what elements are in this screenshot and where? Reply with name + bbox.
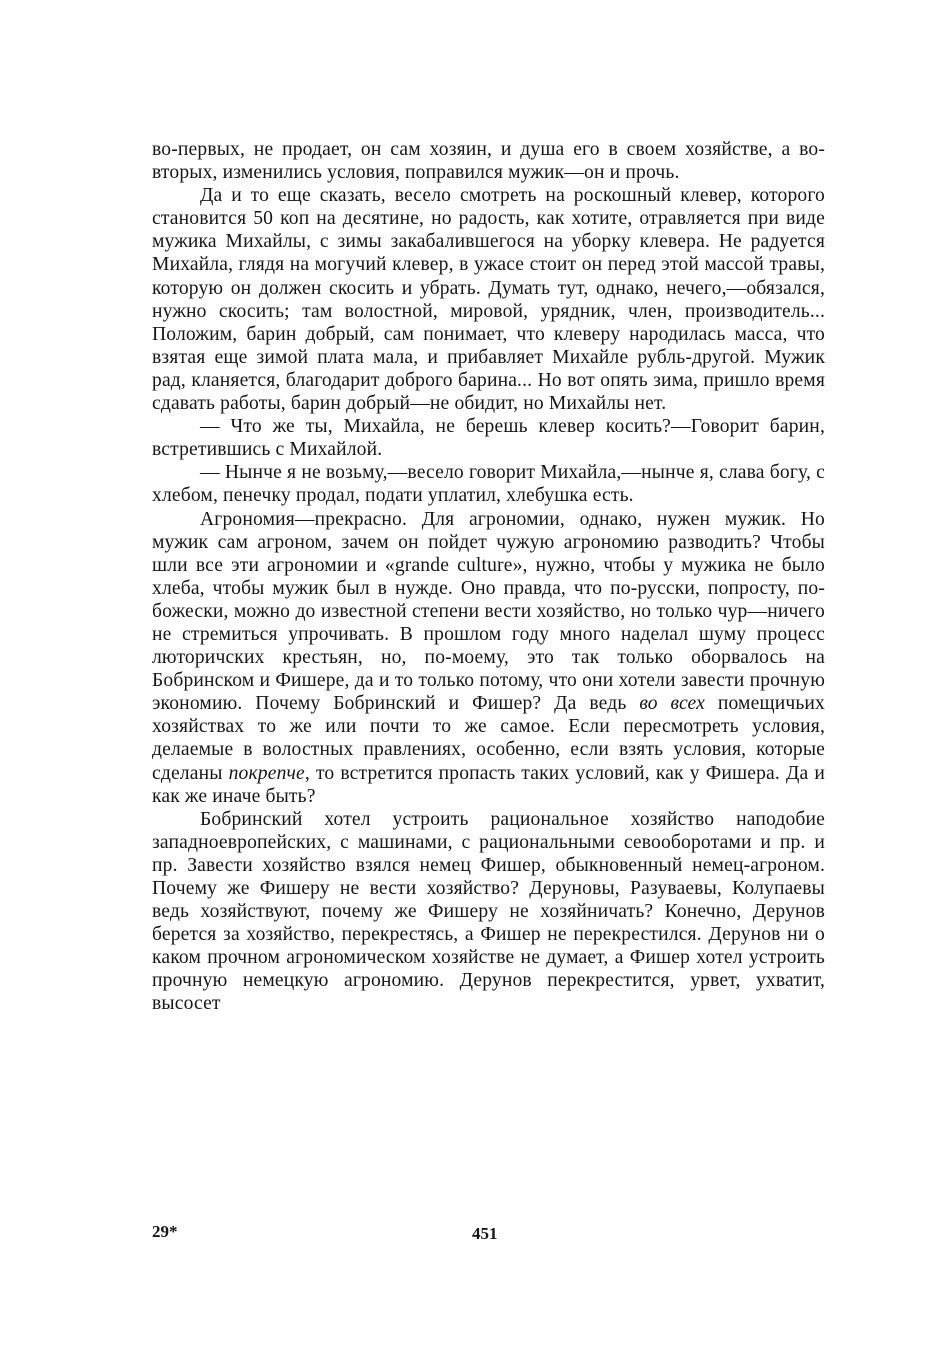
page-number: 451 <box>472 1224 498 1243</box>
paragraph-text: , то встретится пропасть таких условий, как у Фишера. Да и как же иначе быть? <box>152 762 825 807</box>
paragraph-text: помещичьих хозяйствах то же или почти то же самое. Если пересмотреть условия, делаемые в волостных правлениях, особенно, если взять условия, которые сделаны <box>152 693 825 784</box>
paragraph-text: — Что же ты, Михайла, не берешь клевер косить?—Говорит барин, встретившись с Михайлой. <box>152 416 825 461</box>
paragraph <box>152 184 825 415</box>
paragraph-text: Агрономия—прекрасно. Для агрономии, однако, нужен мужик. Но мужик сам агроном, зачем он пойдет чужую агрономию разводить? Чтобы шли все эти агрономии и «grande culture», нужно, чтобы у мужика не было хлеба, чтобы мужик был в нужде. Оно правда, что по-русски, попросту, по-божески, можно до известной степени вести хозяйство, но только чур—ничего не стремиться упрочивать. В прошлом году много наделал шуму процесс люторичских крестьян, но, по-моему, это так только оборвалось на Бобринском и Фишере, да и то только потому, что они хотели завести прочную экономию. Почему Бобринский и Фишер? Да ведь <box>152 508 825 715</box>
paragraph <box>152 508 825 808</box>
paragraph-text: во-первых, не продает, он сам хозяин, и душа его в своем хозяйстве, а во-вторых, изменились условия, поправился мужик—он и прочь. <box>152 139 825 184</box>
paragraph <box>152 808 825 1016</box>
page-footer <box>0 1222 948 1252</box>
body-text <box>152 138 825 1016</box>
paragraph-text: — Нынче я не возьму,—весело говорит Михайла,—нынче я, слава богу, с хлебом, пенечку продал, подати уплатил, хлебушка есть. <box>152 462 825 507</box>
paragraph <box>152 138 825 184</box>
paragraph-text: Бобринский хотел устроить рациональное хозяйство наподобие западноевропейских, с машинами, с рациональными севооборотами и пр. и пр. Завести хозяйство взялся немец Фишер, обыкновенный немец-агроном. Почему же Фишеру не вести хозяйство? Деруновы, Разуваевы, Колупаевы ведь хозяйствуют, почему же Фишеру не хозяйничать? Конечно, Дерунов берется за хозяйство, перекрестясь, а Фишер не перекрестился. Дерунов ни о каком прочном агрономическом хозяйстве не думает, а Фишер хотел устроить прочную немецкую агрономию. Дерунов перекрестится, урвет, ухватит, высосет <box>152 808 825 1015</box>
emphasis-text: покрепче <box>228 762 305 784</box>
paragraph <box>152 415 825 461</box>
paragraph <box>152 461 825 507</box>
emphasis-text: во всех <box>639 693 705 715</box>
paragraph-text: Да и то еще сказать, весело смотреть на роскошный клевер, которого становится 50 коп на десятине, но радость, как хотите, отравляется при виде мужика Михайлы, с зимы закабалившегося на уборку клевера. Не радуется Михайла, глядя на могучий клевер, в ужасе стоит он перед этой массой травы, которую он должен скосить и убрать. Думать тут, однако, нечего,—обязался, нужно скосить; там волостной, мировой, урядник, член, производитель... Положим, барин добрый, сам понимает, что клеверу народилась масса, что взятая еще зимой плата мала, и прибавляет Михайле рубль-другой. Мужик рад, кланяется, благодарит доброго барина... Но вот опять зима, пришло время сдавать работы, барин добрый—не обидит, но Михайлы нет. <box>152 185 825 415</box>
signature-mark: 29* <box>152 1222 178 1241</box>
